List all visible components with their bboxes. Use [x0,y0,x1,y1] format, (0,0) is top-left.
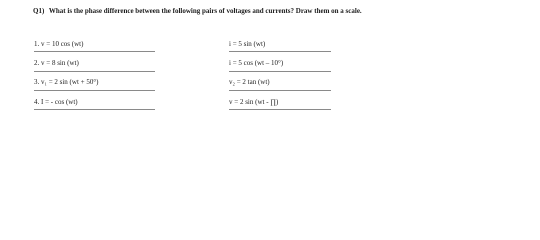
pair-4-left-expression: I = - cos (wt) [41,98,78,106]
pair-1-left-expression: v = 10 cos (wt) [41,40,84,48]
pair-2-left [34,57,194,69]
pair-3-left-expression: v₁ = 2 sin (wt + 50°) [41,78,99,86]
question-text: What is the phase difference between the following pairs of voltages and currents? Draw them on a scale. [48,7,362,15]
pair-1-left [34,38,194,50]
pair-3-label: 3. [34,78,40,86]
divider [229,71,331,72]
pair-3-left [34,76,194,88]
divider [229,90,331,91]
divider [34,109,155,110]
pair-4-label: 4. [34,98,40,106]
divider [229,109,331,110]
divider [34,90,155,91]
pair-1-right-expression: i = 5 sin (wt) [229,40,266,48]
pair-2-right-expression: i = 5 cos (wt – 10°) [229,59,284,67]
pair-2-label: 2. [34,59,40,67]
question-number: Q1) [33,7,45,15]
divider [34,71,155,72]
question-block [33,5,533,17]
pair-4-left [34,96,194,108]
divider [34,51,155,52]
divider [229,51,331,52]
pair-1-label: 1. [34,40,40,48]
pair-4-right-expression: v = 2 sin (wt - ∏) [229,98,279,106]
pair-3-right-expression: v₂ = 2 tan (wt) [229,78,270,86]
pair-2-left-expression: v = 8 sin (wt) [41,59,79,67]
